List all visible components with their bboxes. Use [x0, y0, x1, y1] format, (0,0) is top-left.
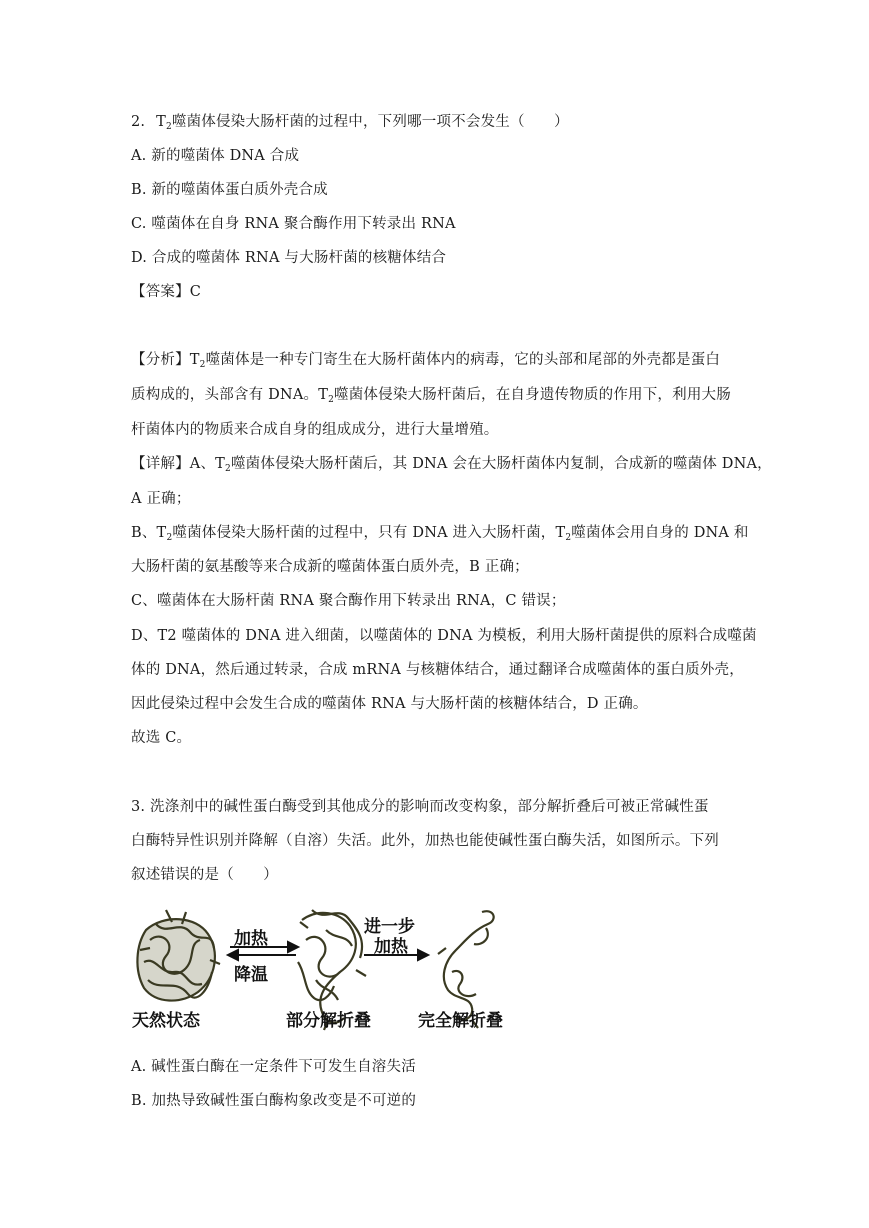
- q2-option-c: C. 噬菌体在自身 RNA 聚合酶作用下转录出 RNA: [131, 216, 456, 232]
- detail-l3-pre: B、T: [131, 525, 167, 541]
- q3-stem-line2: 白酶特异性识别并降解（自溶）失活。此外，加热也能使碱性蛋白酶失活，如图所示。下列: [131, 833, 719, 849]
- q2-detail-line6: D、T2 噬菌体的 DNA 进入细菌，以噬菌体的 DNA 为模板，利用大肠杆菌提供的原料合成噬菌: [131, 628, 757, 644]
- detail-l3-sub2: 2: [565, 533, 572, 543]
- q2-stem: [131, 112, 569, 137]
- analysis-l1-sub: 2: [199, 360, 206, 370]
- detail-l1-post: 噬菌体侵染大肠杆菌后，其 DNA 会在大肠杆菌体内复制，合成新的噬菌体 DNA，: [230, 456, 772, 472]
- q2-detail-line9: 故选 C。: [131, 730, 192, 746]
- q2-detail-line1: [131, 454, 772, 479]
- state3-label: 完全解折叠: [418, 1011, 503, 1031]
- detail-l1-pre: 【详解】A、T: [131, 456, 226, 472]
- q3-stem-line3: 叙述错误的是（ ）: [131, 867, 278, 883]
- q3-stem-line1: 3. 洗涤剂中的碱性蛋白酶受到其他成分的影响而改变构象，部分解折叠后可被正常碱性蛋: [131, 799, 709, 815]
- q2-detail-line4: 大肠杆菌的氨基酸等来合成新的噬菌体蛋白质外壳，B 正确；: [131, 559, 529, 575]
- q2-answer: 【答案】C: [131, 284, 202, 300]
- detail-l1-sub: 2: [225, 464, 231, 474]
- detail-l3-mid: 噬菌体侵染大肠杆菌的过程中，只有 DNA 进入大肠杆菌，T: [172, 525, 566, 541]
- analysis-l1-post: 噬菌体是一种专门寄生在大肠杆菌体内的病毒，它的头部和尾部的外壳都是蛋白: [205, 352, 721, 368]
- q2-detail-line5: C、噬菌体在大肠杆菌 RNA 聚合酶作用下转录出 RNA，C 错误；: [131, 593, 566, 609]
- q3-option-b: B. 加热导致碱性蛋白酶构象改变是不可逆的: [131, 1093, 417, 1109]
- q2-stem-sub: 2: [165, 122, 172, 132]
- q3-option-a: A. 碱性蛋白酶在一定条件下可发生自溶失活: [131, 1059, 416, 1075]
- analysis-l1-pre: 【分析】T: [131, 352, 200, 368]
- q2-analysis-line1: [131, 350, 720, 375]
- q2-detail-line8: 因此侵染过程中会发生合成的噬菌体 RNA 与大肠杆菌的核糖体结合，D 正确。: [131, 696, 648, 712]
- analysis-l2-post: 噬菌体侵染大肠杆菌后，在自身遗传物质的作用下，利用大肠: [334, 387, 731, 403]
- q2-detail-line2: A 正确；: [131, 491, 191, 507]
- q2-option-d: D. 合成的噬菌体 RNA 与大肠杆菌的核糖体结合: [131, 250, 447, 266]
- q2-stem-pre: T: [156, 114, 166, 130]
- q2-stem-post: 噬菌体侵染大肠杆菌的过程中，下列哪一项不会发生（ ）: [171, 114, 569, 130]
- state1-label: 天然状态: [132, 1011, 200, 1031]
- q2-option-b: B. 新的噬菌体蛋白质外壳合成: [131, 182, 328, 198]
- native-state-structure: [137, 910, 220, 1001]
- analysis-l2-pre: 质构成的，头部含有 DNA。T: [131, 387, 329, 403]
- state2-label: 部分解折叠: [286, 1011, 371, 1031]
- protein-unfolding-figure: [126, 900, 521, 1035]
- q2-detail-line7: 体的 DNA，然后通过转录，合成 mRNA 与核糖体结合，通过翻译合成噬菌体的蛋白质外壳，: [131, 662, 744, 678]
- detail-l3-post: 噬菌体会用自身的 DNA 和: [571, 525, 749, 541]
- arrow1-top-label: 加热: [234, 929, 268, 949]
- detail-l3-sub: 2: [166, 533, 173, 543]
- arrow2-bottom-label: 加热: [374, 937, 408, 957]
- q2-detail-line3: [131, 523, 749, 548]
- q2-analysis-line3: 杆菌体内的物质来合成自身的组成成分，进行大量增殖。: [131, 422, 499, 438]
- q2-number: 2.: [131, 114, 146, 130]
- arrow1-bottom-label: 降温: [234, 965, 268, 985]
- analysis-l2-sub: 2: [328, 395, 335, 405]
- q2-analysis-line2: [131, 385, 731, 410]
- arrow2-top-label: 进一步: [364, 917, 415, 937]
- q2-option-a: A. 新的噬菌体 DNA 合成: [131, 148, 300, 164]
